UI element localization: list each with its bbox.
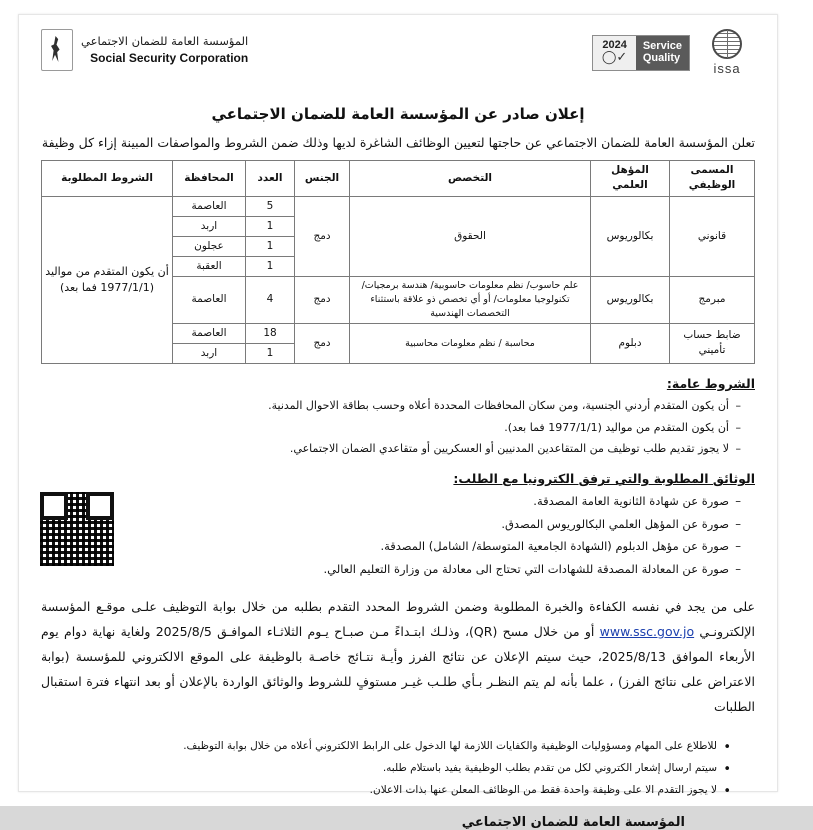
service-quality-badge bbox=[592, 35, 690, 71]
list-item: • سيتم ارسال إشعار الكتروني لكل من تقدم بطلب الوظيفية يفيد باستلام طلبه. bbox=[41, 757, 731, 779]
cell-governorate: اربد bbox=[173, 216, 246, 236]
list-item: – صورة عن مؤهل الدبلوم (الشهادة الجامعية المتوسطة/ الشامل) المصدقة. bbox=[41, 535, 741, 557]
cell-qualification: دبلوم bbox=[591, 323, 670, 363]
service-quality-year-block bbox=[593, 36, 635, 70]
cell-count: 1 bbox=[246, 237, 295, 257]
apply-paragraph bbox=[41, 594, 755, 719]
cell-count: 5 bbox=[246, 196, 295, 216]
issa-wordmark: issa bbox=[713, 61, 741, 76]
org-name-english: Social Security Corporation bbox=[90, 50, 249, 65]
required-documents-title: الوثائق المطلوبة والتي ترفق الكترونيا مع الطلب: bbox=[453, 471, 755, 487]
th-gender: الجنس bbox=[295, 161, 350, 196]
cell-qualification: بكالوريوس bbox=[591, 196, 670, 277]
cell-job-title: مبرمج bbox=[670, 277, 755, 323]
document-header bbox=[41, 29, 755, 81]
globe-icon bbox=[712, 29, 742, 59]
list-item: – صورة عن المؤهل العلمي البكالوريوس المصدق. bbox=[41, 513, 741, 535]
cell-specialty: علم حاسوب/ نظم معلومات حاسوبية/ هندسة برمجيات/ تكنولوجيا معلومات/ أو أي تخصص ذو علاقة باستثناء التخصصات الهندسية bbox=[350, 277, 591, 323]
apply-paragraph-part2: أو من خلال مسح (QR)، وذلـك ابتـداءً مـن صبـاح يـوم الثلاثـاء الموافـق 2025/8/5 ولغاية نهاية دوام يوم الأربعاء الموافق 2025/8/13، حيث سيتم الإعلان عن نتائج الفرز وأيـة نتـائج خاصـة بالوظيفة على الموقع الالكتروني للمؤسسة (بوابة الاعتراض على نتائج الفرز) ، علما بأنه لم يتم النظـر بـأي طلـب غيـر مستوفٍ للشروط والوثائق الواردة بالإعلان أو بعد انتهاء فترة استقبال الطلبات bbox=[41, 624, 756, 715]
jobs-table bbox=[41, 160, 755, 364]
cell-governorate: العاصمة bbox=[173, 323, 246, 343]
cell-gender: دمج bbox=[295, 277, 350, 323]
cell-count: 1 bbox=[246, 216, 295, 236]
issa-award-block bbox=[592, 29, 755, 76]
cell-gender: دمج bbox=[295, 196, 350, 277]
page-title: إعلان صادر عن المؤسسة العامة للضمان الاجتماعي bbox=[211, 105, 585, 123]
cell-count: 4 bbox=[246, 277, 295, 323]
cell-governorate: اربد bbox=[173, 343, 246, 363]
required-documents-section bbox=[41, 471, 755, 580]
general-conditions-list bbox=[41, 395, 755, 459]
cell-qualification: بكالوريوس bbox=[591, 277, 670, 323]
signature: المؤسسة العامة للضمان الاجتماعي bbox=[461, 815, 685, 830]
notes-list bbox=[41, 735, 755, 801]
cell-specialty: محاسبة / نظم معلومات محاسبية bbox=[350, 323, 591, 363]
list-item: – أن يكون المتقدم من مواليد (1977/1/1 فما بعد). bbox=[41, 417, 741, 438]
ssc-logo-icon bbox=[41, 29, 73, 71]
apply-paragraph-part1: على من يجد في نفسه الكفاءة والخبرة المطلوبة وضمن الشروط المحدد التقدم بطلبه من خلال بوابة التوظيف علـى موقـع المؤسسة الإلكترونـي bbox=[41, 599, 755, 640]
th-governorate: المحافظة bbox=[173, 161, 246, 196]
service-quality-year: 2024 bbox=[602, 38, 627, 51]
cell-job-title: ضابط حساب تأميني bbox=[670, 323, 755, 363]
org-identity bbox=[41, 29, 248, 71]
list-item: – صورة عن المعادلة المصدقة للشهادات التي تحتاج الى معادلة من وزارة التعليم العالي. bbox=[41, 558, 741, 580]
service-quality-label bbox=[636, 36, 689, 70]
document-sheet bbox=[18, 14, 778, 830]
list-item: – صورة عن شهادة الثانوية العامة المصدقة. bbox=[41, 490, 741, 512]
table-row bbox=[42, 196, 755, 216]
service-quality-line2: Quality bbox=[642, 52, 681, 65]
cell-specialty: الحقوق bbox=[350, 196, 591, 277]
th-specialty: التخصص bbox=[350, 161, 591, 196]
cell-job-title: قانوني bbox=[670, 196, 755, 277]
org-name-arabic: المؤسسة العامة للضمان الاجتماعي bbox=[81, 34, 249, 49]
qr-code-icon bbox=[37, 489, 117, 569]
th-conditions: الشروط المطلوبة bbox=[42, 161, 173, 196]
required-documents-list bbox=[41, 490, 755, 580]
org-names bbox=[81, 34, 248, 66]
cell-count: 1 bbox=[246, 343, 295, 363]
cell-governorate: عجلون bbox=[173, 237, 246, 257]
th-count: العدد bbox=[246, 161, 295, 196]
list-item: • للاطلاع على المهام ومسؤوليات الوظيفية والكفايات اللازمة لها الدخول على الرابط الالكتروني أعلاه من خلال بوابة التوظيف. bbox=[41, 735, 731, 757]
cell-count: 18 bbox=[246, 323, 295, 343]
cell-governorate: العاصمة bbox=[173, 277, 246, 323]
th-qualification: المؤهل العلمي bbox=[591, 161, 670, 196]
general-conditions-section bbox=[41, 376, 755, 459]
service-quality-line1: Service bbox=[642, 39, 682, 52]
cell-governorate: العاصمة bbox=[173, 196, 246, 216]
general-conditions-title: الشروط عامة: bbox=[666, 376, 755, 392]
check-circle-icon: ✓◯ bbox=[601, 49, 628, 65]
cell-count: 1 bbox=[246, 257, 295, 277]
cell-conditions: أن يكون المتقدم من مواليد (1977/1/1 فما بعد) bbox=[42, 196, 173, 364]
cell-gender: دمج bbox=[295, 323, 350, 363]
ssc-website-link[interactable]: www.ssc.gov.jo bbox=[599, 624, 695, 640]
list-item: • لا يجوز التقدم الا على وظيفة واحدة فقط من الوظائف المعلن عنها بذات الاعلان. bbox=[41, 779, 731, 801]
list-item: – لا يجوز تقديم طلب توظيف من المتقاعدين المدنيين أو العسكريين أو متقاعدي الضمان الاجتماعي. bbox=[41, 438, 741, 459]
intro-paragraph: تعلن المؤسسة العامة للضمان الاجتماعي عن حاجتها لتعيين الوظائف الشاغرة لديها وذلك ضمن الشروط والمواصفات المبينة إزاء كل وظيفة bbox=[41, 135, 755, 150]
list-item: – أن يكون المتقدم أردني الجنسية، ومن سكان المحافظات المحددة أعلاه وحسب بطاقة الاحوال المدنية. bbox=[41, 395, 741, 416]
table-header-row bbox=[42, 161, 755, 196]
issa-logo bbox=[699, 29, 755, 76]
cell-governorate: العقبة bbox=[173, 257, 246, 277]
th-job-title: المسمى الوظيفي bbox=[670, 161, 755, 196]
